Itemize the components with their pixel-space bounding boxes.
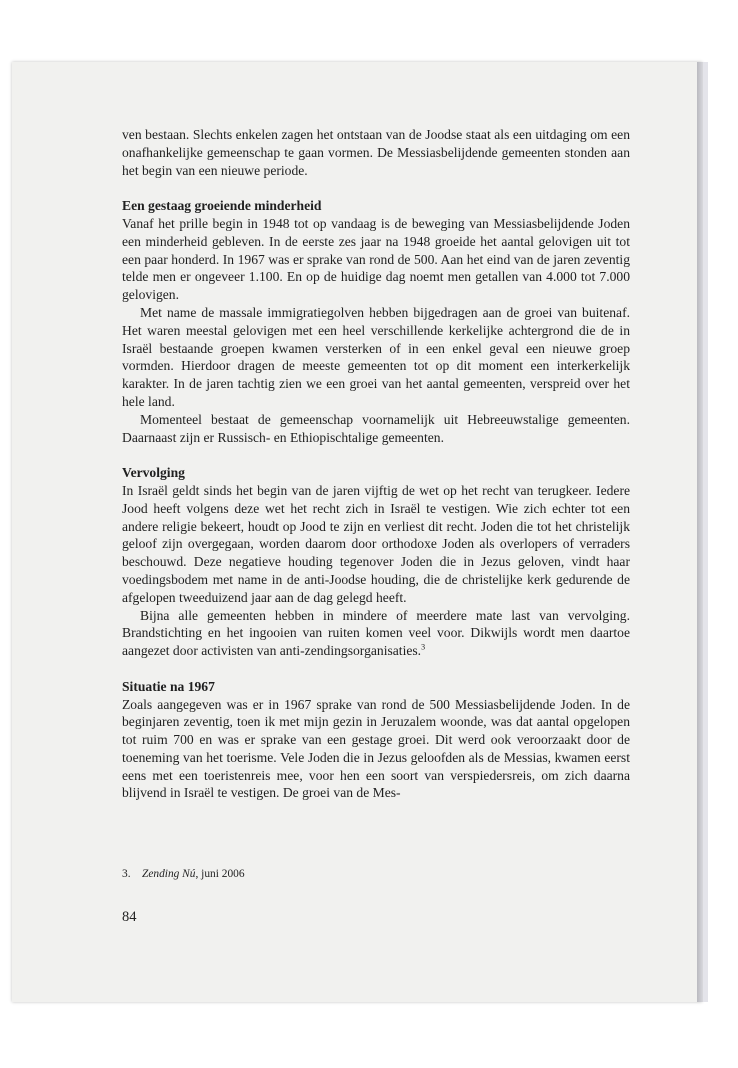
paragraph: In Israël geldt sinds het begin van de jaren vijftig de wet op het recht van terugkeer. Iedere Jood heeft volgens deze wet het recht zich in Israël te vestigen. Wie zich echter tot een andere religie bekeert, houdt op Jood te zijn en verliest dit recht. Joden die tot het christelijk geloof zijn overgegaan, worden daarom door orthodoxe Joden als overlopers of verraders beschouwd. Deze negatieve houding tegenover Joden die in Jezus geloven, vindt haar voedingsbodem met name in de anti-Joodse houding, die de christelijke kerk gedurende de afgelopen tweeduizend jaar aan de dag gelegd heeft.: [122, 482, 630, 605]
section-heading-situatie: Situatie na 1967: [122, 678, 215, 694]
footnote: [122, 868, 245, 880]
paragraph: Momenteel bestaat de gemeenschap voornamelijk uit Hebreeuwstalige gemeenten. Daarnaast zijn er Russisch- en Ethiopischtalige gemeenten.: [122, 411, 630, 445]
paragraph: [122, 607, 630, 660]
footnote-reference: 3: [421, 642, 426, 652]
page-edge-strip: [703, 62, 708, 1002]
main-text: [122, 126, 630, 802]
intro-paragraph: ven bestaan. Slechts enkelen zagen het ontstaan van de Joodse staat als een uitdaging om een onafhankelijke gemeenschap te gaan vormen. De Messiasbelijdende gemeenten stonden aan het begin van een nieuwe periode.: [122, 127, 630, 178]
paragraph: Met name de massale immigratiegolven hebben bijgedragen aan de groei van buitenaf. Het waren meestal gelovigen met een heel verschillende kerkelijke achtergrond die de in Israël bestaande groepen kwamen versterken of in een enkel geval een nieuwe groep vormden. Hierdoor dragen de meeste gemeenten tot op dit moment een interkerkelijk karakter. In de jaren tachtig zien we een groei van het aantal gemeenten, verspreid over het hele land.: [122, 304, 630, 409]
footnote-source: Zending Nú: [142, 868, 196, 880]
paragraph: Vanaf het prille begin in 1948 tot op vandaag is de beweging van Messiasbelijdende Joden een minderheid gebleven. In de eerste zes jaar na 1948 groeide het aantal gelovigen uit tot een paar honderd. In 1967 was er sprake van rond de 500. Aan het eind van de jaren zeventig telde men er ongeveer 1.100. En op de huidige dag noemt men getallen van 4.000 tot 7.000 gelovigen.: [122, 215, 630, 303]
page-number: 84: [122, 909, 137, 925]
section-heading-minderheid: Een gestaag groeiende minderheid: [122, 198, 322, 214]
footnote-number: 3.: [122, 868, 131, 880]
footnote-date: , juni 2006: [195, 868, 245, 880]
section-heading-vervolging: Vervolging: [122, 465, 185, 481]
paragraph-text: Bijna alle gemeenten hebben in mindere of meerdere mate last van vervolging. Brandstichting en het ingooien van ruiten komen veel voor. Dikwijls wordt men daartoe aangezet door activisten van anti-zendingsorganisaties.: [122, 607, 630, 659]
paragraph: Zoals aangegeven was er in 1967 sprake van rond de 500 Messiasbelijdende Joden. In de beginjaren zeventig, toen ik met mijn gezin in Jeruzalem woonde, was dat aantal opgelopen tot ruim 700 en was er sprake van een gestage groei. Dit werd ook veroorzaakt door de toeneming van het toerisme. Vele Joden die in Jezus geloofden als de Messias, kwamen eerst eens met een toeristenreis mee, voor hen een soort van verspiedersreis, om zich daarna blijvend in Israël te vestigen. De groei van de Mes-: [122, 696, 630, 801]
